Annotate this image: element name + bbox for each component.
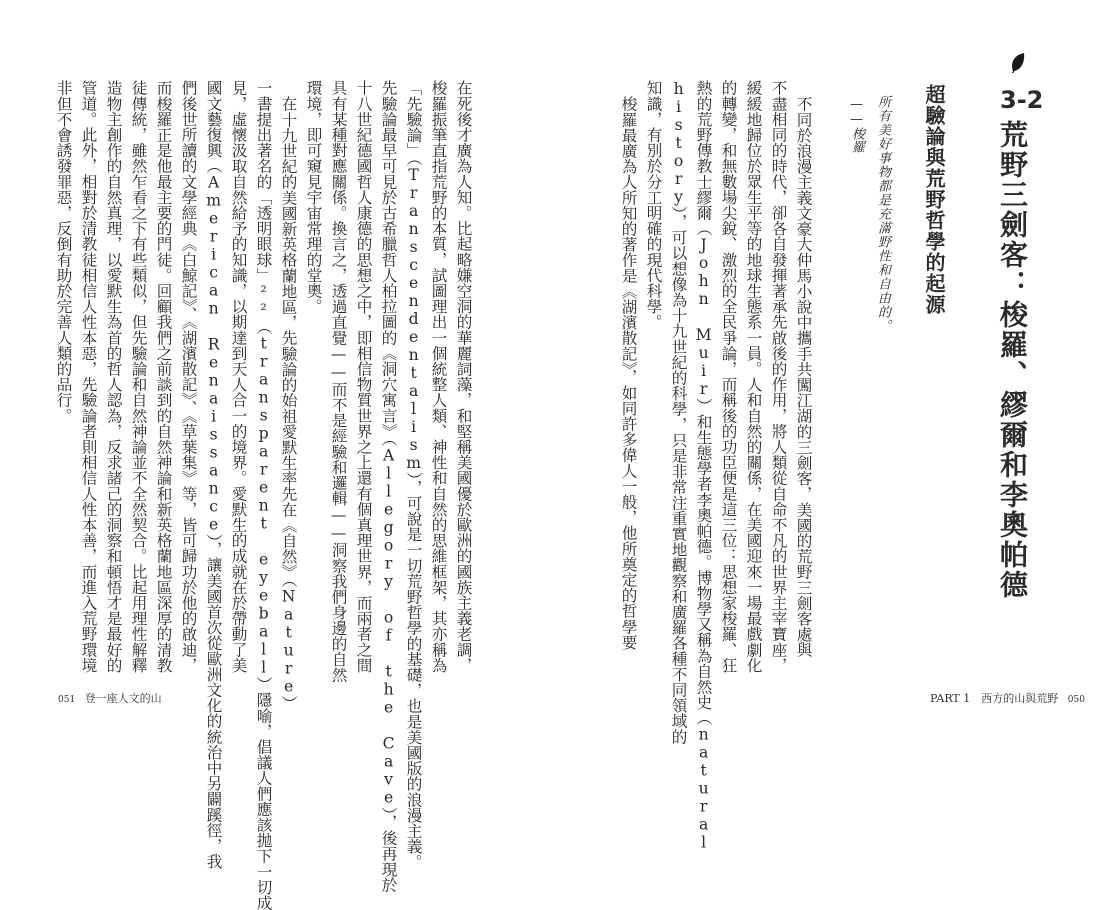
epigraph: 所有美好事物都是充滿野性和自由的。: [875, 95, 890, 333]
left-body-line-13: 而梭羅正是他最主要的門徒。回顧我們之前談到的自然神論和新英格蘭地區深厚的清教: [154, 80, 173, 673]
right-body-line-4: 的轉變，和無數場尖銳、激烈的全民爭論，而稱後的功臣便是這三位：思想家梭羅、狂: [719, 80, 738, 673]
right-body-line-8: 梭羅最廣為人所知的著作是《湖濱散記》，如同許多偉人一般，他所奠定的哲學要: [619, 96, 638, 650]
right-body-line-1: 不同於浪漫主義文豪大仲馬小說中攜手共闖江湖的三劍客，美國的荒野三劍客處與: [794, 96, 813, 658]
left-body-line-3: 「先驗論」（Transcendentalism），可說是一切荒野哲學的基礎，也是美國版的浪漫主義。: [404, 80, 423, 870]
left-footer-label: 登一座人文的山: [84, 692, 162, 705]
left-body-line-1: 在死後才廣為人知。比起略嫌空洞的華麗詞藻，和堅稱美國優於歐洲的國族主義老調，: [454, 80, 473, 673]
left-body-line-16: 管道。此外，相對於清教徒相信人性本惡，先驗論者則相信人性本善，而進入荒野環境: [79, 80, 98, 673]
left-body-line-10: 見，虛懷汲取自然給予的知識，以期達到天人合一的境界。愛默生的成就在於帶動了美: [229, 80, 248, 673]
left-running-footer: [52, 690, 162, 706]
left-body-line-14: 徒傳統，雖然乍看之下有些類似，但先驗論和自然神論並不全然契合。比起用理性解釋: [129, 80, 148, 673]
chapter-number: 3-2: [1000, 86, 1044, 114]
leaf-icon: [1010, 52, 1026, 74]
left-body-line-9: 一書提出著名的「透明眼球」²²（transparent eyeball）隱喻，倡議人們應該拋下一切成: [254, 80, 273, 910]
right-body-line-5: 熱的荒野傳教士繆爾（John Muir）和生態學者李奧帕德。博物學又稱為自然史（natural: [694, 80, 713, 852]
left-body-line-4: 先驗論最早可見於古希臘哲人柏拉圖的《洞穴寓言》（Allegory of the Cave），後再現於: [379, 80, 398, 893]
left-body-line-7: 環境，即可窺見宇宙常理的堂奧。: [304, 80, 323, 314]
right-footer-label: PART 1 西方的山與荒野: [930, 692, 1059, 705]
left-body-line-17: 非但不會誘發罪惡，反倒有助於完善人類的品行。: [54, 80, 73, 424]
epigraph-attribution: ——梭羅: [849, 97, 864, 153]
right-body-line-3: 緩緩地歸位於眾生平等的地球生態系一員。人和自然的關係，在美國迎來一場最戲劇化: [744, 80, 763, 673]
right-page: [550, 0, 1100, 852]
left-body-line-11: 國文藝復興（American Renaissance），讓美國首次從歐洲文化的統治中另闢蹊徑，我: [204, 80, 223, 869]
left-body-line-12: 們後世所讀的文學經典《白鯨記》、《湖濱散記》、《草葉集》等，皆可歸功於他的啟迪，: [179, 80, 198, 673]
left-body-line-2: 梭羅振筆直指荒野的本質，試圖理出一個統整人類、神性和自然的思維框架，其亦稱為: [429, 80, 448, 673]
left-body-line-15: 造物主創作的自然真理，以愛默生為首的哲人認為，反求諸己的洞察和頓悟才是最好的: [104, 80, 123, 673]
section-heading: 超驗論與荒野哲學的起源: [922, 84, 946, 315]
right-page-number: 050: [1067, 695, 1085, 705]
left-body-line-6: 具有某種對應關係。換言之，透過直覺——而不是經驗和邏輯——洞察我們身邊的自然: [329, 80, 348, 683]
right-body-line-7: 知識，有別於分工明確的現代科學。: [644, 80, 663, 330]
left-body-line-8: 在十九世紀的美國新英格蘭地區，先驗論的始祖愛默生率先在《自然》（Nature）: [279, 96, 298, 711]
left-body-line-5: 十八世紀德國哲人康德的思想之中，即相信物質世界之上還有個真理世界，而兩者之間: [354, 80, 373, 673]
right-body-line-6: history），可以想像為十九世紀的科學，只是非常注重實地觀察和廣羅各種不同領域的: [669, 80, 688, 745]
right-running-footer: [930, 690, 1091, 706]
right-body-line-2: 不盡相同的時代，卻各自發揮著承先啟後的作用，將人類從自命不凡的世界主宰寶座，: [769, 80, 788, 673]
left-page-number: 051: [58, 695, 76, 705]
chapter-title: 荒野三劍客：梭羅、繆爾和李奧帕德: [996, 120, 1029, 600]
